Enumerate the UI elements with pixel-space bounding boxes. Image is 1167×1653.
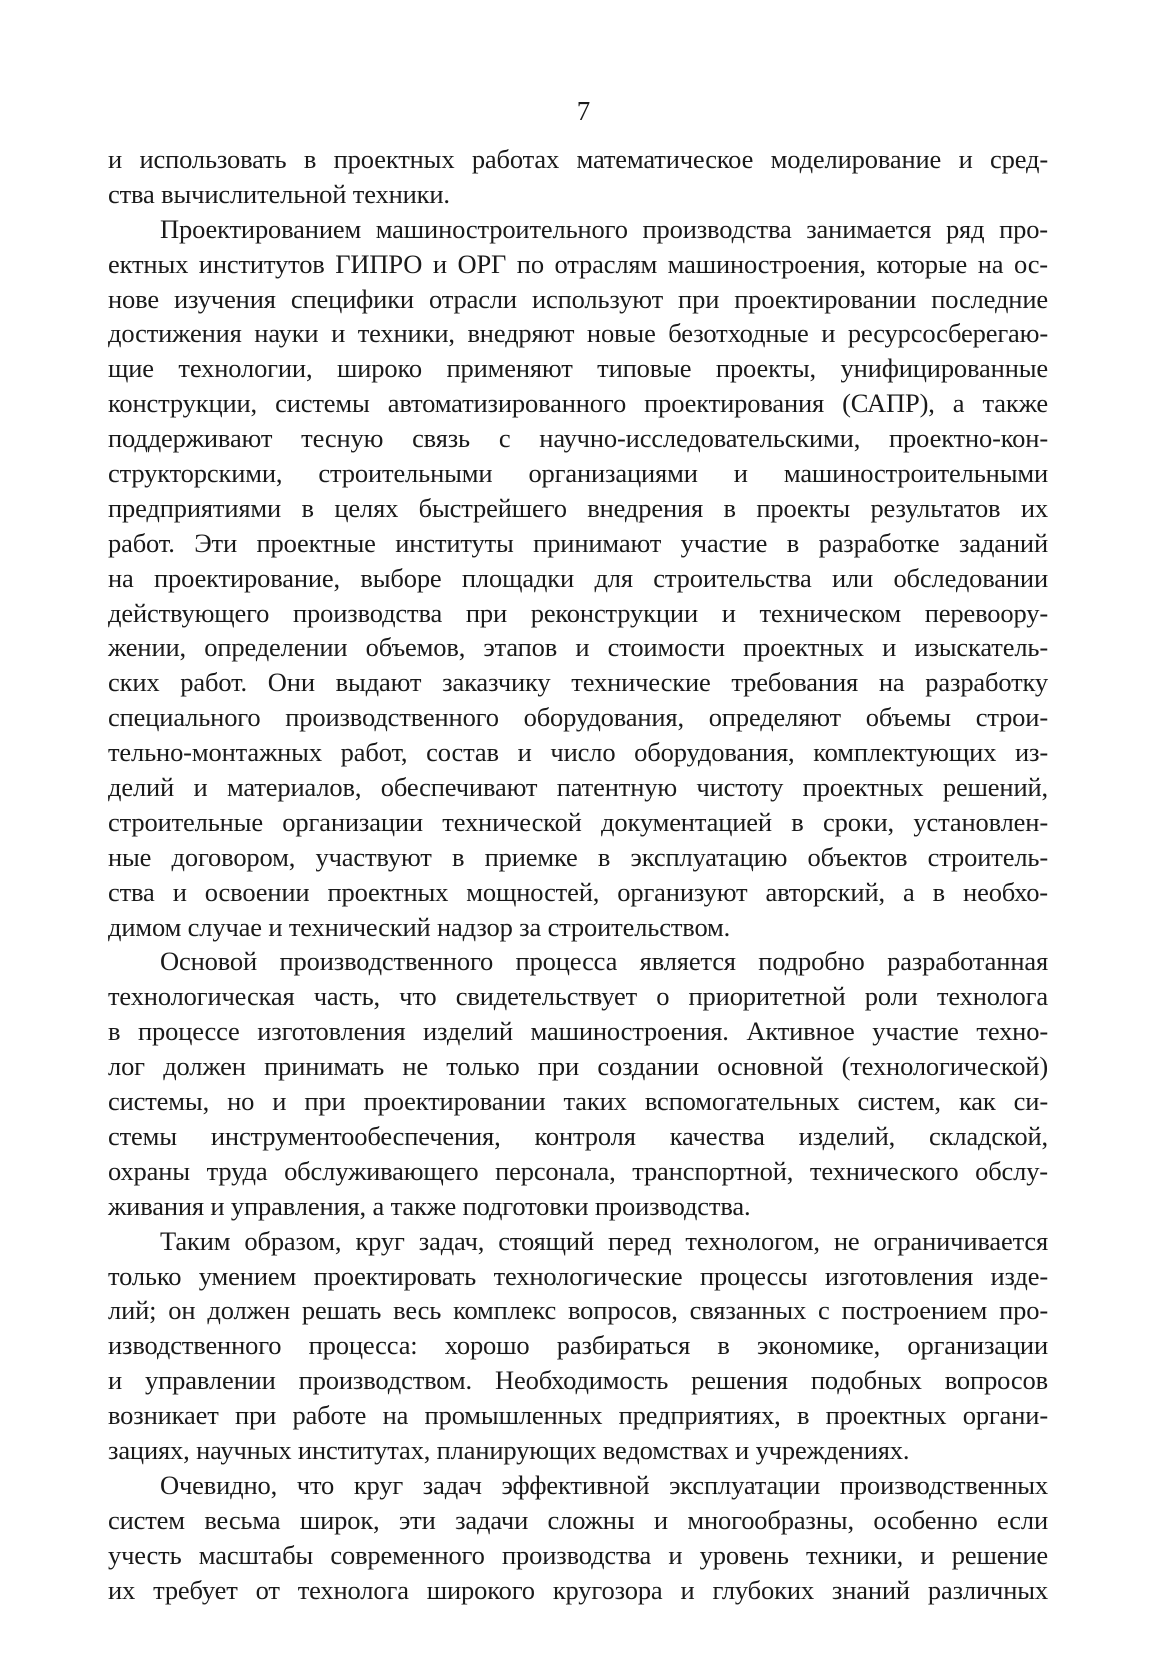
text-line: зациях, научных институтах, планирующих ведомствах и учреждениях. — [108, 1434, 910, 1465]
text-line: и управлении производством. Необходимость решения подобных вопросов — [108, 1365, 1048, 1396]
text-line: охраны труда обслуживающего персонала, транспортной, технического обслу- — [108, 1155, 1048, 1186]
text-line: учесть масштабы современного производства и уровень техники, и решение — [108, 1539, 1048, 1570]
paragraph — [108, 212, 1048, 945]
text-line: лий; он должен решать весь комплекс вопросов, связанных с построением про- — [108, 1295, 1048, 1326]
text-line: достижения науки и техники, внедряют новые безотходные и ресурсосберегаю- — [108, 318, 1048, 349]
text-line: только умением проектировать технологические процессы изготовления изде- — [108, 1260, 1048, 1291]
page-number: 7 — [576, 96, 591, 126]
text-line: Основой производственного процесса является подробно разработанная — [160, 946, 1048, 977]
paragraph — [108, 944, 1048, 1223]
text-line: ства и освоении проектных мощностей, организуют авторский, а в необхо- — [108, 876, 1048, 907]
text-line: ектных институтов ГИПРО и ОРГ по отраслям машиностроения, которые на ос- — [108, 248, 1048, 279]
text-line: конструкции, системы автоматизированного проектирования (САПР), а также — [108, 388, 1048, 419]
text-line: действующего производства при реконструкции и техническом перевоору- — [108, 597, 1048, 628]
text-line: ные договором, участвуют в приемке в эксплуатацию объектов строитель- — [108, 841, 1048, 872]
paragraph — [108, 1224, 1048, 1468]
text-body — [108, 142, 1048, 1607]
text-line: ства вычислительной техники. — [108, 178, 450, 209]
text-line: живания и управления, а также подготовки производства. — [108, 1190, 751, 1221]
paragraph — [108, 1468, 1048, 1608]
text-line: стемы инструментообеспечения, контроля качества изделий, складской, — [108, 1120, 1048, 1151]
text-line: системы, но и при проектировании таких вспомогательных систем, как си- — [108, 1086, 1048, 1117]
text-line: Проектированием машиностроительного производства занимается ряд про- — [160, 213, 1048, 244]
text-line: систем весьма широк, эти задачи сложны и многообразны, особенно если — [108, 1504, 1048, 1535]
text-line: димом случае и технический надзор за строительством. — [108, 911, 731, 942]
text-line: изводственного процесса: хорошо разбираться в экономике, организации — [108, 1330, 1048, 1361]
text-line: поддерживают тесную связь с научно-исследовательскими, проектно-кон- — [108, 423, 1048, 454]
text-line: ских работ. Они выдают заказчику технические требования на разработку — [108, 667, 1048, 698]
text-line: лог должен принимать не только при создании основной (технологической) — [108, 1051, 1048, 1082]
text-line: нове изучения специфики отрасли используют при проектировании последние — [108, 283, 1048, 314]
text-line: на проектирование, выборе площадки для строительства или обследовании — [108, 562, 1048, 593]
text-line: строительные организации технической документацией в сроки, установлен- — [108, 806, 1048, 837]
text-line: тельно-монтажных работ, состав и число оборудования, комплектующих из- — [108, 737, 1048, 768]
text-line: возникает при работе на промышленных предприятиях, в проектных органи- — [108, 1400, 1048, 1431]
text-line: работ. Эти проектные институты принимают участие в разработке заданий — [108, 527, 1048, 558]
paragraph — [108, 142, 1048, 212]
text-line: Таким образом, круг задач, стоящий перед технологом, не ограничивается — [160, 1225, 1048, 1256]
text-line: делий и материалов, обеспечивают патентную чистоту проектных решений, — [108, 772, 1048, 803]
text-line: структорскими, строительными организациями и машиностроительными — [108, 458, 1048, 489]
text-line: их требует от технолога широкого кругозора и глубоких знаний различных — [108, 1574, 1048, 1605]
text-line: в процессе изготовления изделий машиностроения. Активное участие техно- — [108, 1016, 1048, 1047]
text-line: и использовать в проектных работах математическое моделирование и сред- — [108, 144, 1048, 174]
text-line: Очевидно, что круг задач эффективной эксплуатации производственных — [160, 1469, 1048, 1500]
text-line: предприятиями в целях быстрейшего внедрения в проекты результатов их — [108, 492, 1048, 523]
text-line: щие технологии, широко применяют типовые проекты, унифицированные — [108, 353, 1048, 384]
text-line: специального производственного оборудования, определяют объемы строи- — [108, 702, 1048, 733]
text-line: жении, определении объемов, этапов и стоимости проектных и изыскатель- — [108, 632, 1048, 663]
text-line: технологическая часть, что свидетельствует о приоритетной роли технолога — [108, 981, 1048, 1012]
